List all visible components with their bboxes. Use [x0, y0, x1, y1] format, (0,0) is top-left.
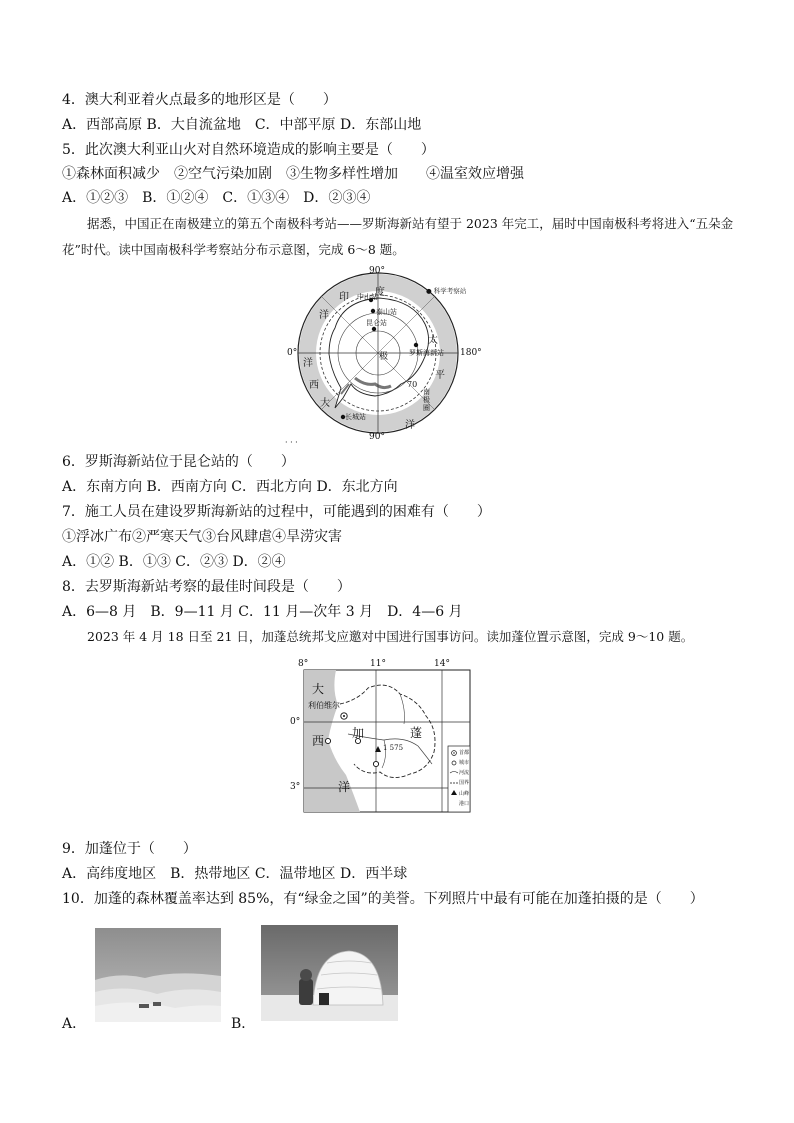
legend-label: 山峰 [459, 791, 470, 797]
q7-items: ①浮冰广布②严寒天气③台风肆虐④旱涝灾害 [62, 529, 342, 545]
q9-options: A．高纬度地区 B．热带地区 C．温带地区 D．西半球 [62, 866, 408, 882]
ocean-char: 太 [428, 335, 438, 346]
lon-label-top: 90° [369, 266, 385, 276]
desert-photo [95, 928, 221, 1022]
passage-gabon: 2023 年 4 月 18 日至 21 日，加蓬总统邦戈应邀对中国进行国事访问。读加蓬位置示意图，完成 9～10 题。 [87, 629, 694, 644]
lon-label-left: 0° [287, 348, 298, 358]
q7-stem: 7．施工人员在建设罗斯海新站的过程中，可能遇到的困难有（ ） [62, 504, 491, 520]
q10-stem: 10．加蓬的森林覆盖率达到 85%，有“绿金之国”的美誉。下列照片中最有可能在加蓬拍摄的是（ ） [62, 891, 704, 907]
ocean-char: 西 [309, 380, 319, 391]
station-label-taishan: 泰山站 [376, 308, 397, 316]
ocean-char: 大 [312, 682, 325, 696]
capital-label: 利伯维尔 [308, 701, 340, 710]
igloo-photo [261, 925, 398, 1021]
latitude-label: 70 [407, 380, 418, 389]
gabon-location-map [288, 660, 474, 815]
photo-b-label: B． [231, 1016, 256, 1032]
ocean-char: 大 [320, 398, 330, 409]
caption-dots: · · · [285, 438, 298, 447]
q4-options: A．西部高原 B．大自流盆地 C．中部平原 D．东部山地 [62, 117, 422, 133]
city-symbol [325, 738, 330, 743]
legend-label: 河流 [459, 770, 470, 776]
q6-options: A．东南方向 B．西南方向 C．西北方向 D．东北方向 [62, 479, 398, 495]
pole-label: 极 [379, 352, 389, 362]
station-label-great-wall: 长城站 [345, 413, 366, 421]
q5-options: A．①②③ B．①②④ C．①③④ D．②③④ [62, 190, 371, 206]
q7-options: A．①② B．①③ C．②③ D．②④ [62, 554, 286, 570]
ocean-char: 印 [339, 292, 349, 303]
ocean-char: 洋 [303, 358, 313, 369]
station-label-ross-sea: 罗斯海新站 [409, 349, 444, 357]
ocean-char: 洋 [338, 780, 351, 794]
ocean-char: 洋 [405, 420, 415, 431]
photo-a-label: A． [62, 1016, 87, 1032]
lon-label-right: 180° [460, 348, 482, 358]
lon-label: 8° [298, 659, 309, 669]
lat-label: 0° [290, 717, 301, 727]
ocean-char: 度 [375, 287, 385, 298]
station-dot [371, 309, 375, 313]
legend-label: 国界 [459, 780, 470, 786]
legend-label: 城市 [459, 760, 470, 766]
ocean-char: 洋 [319, 310, 329, 321]
station-dot [414, 343, 418, 347]
station-label-zhongshan: 中山站 [357, 293, 378, 301]
lon-label: 11° [370, 659, 386, 669]
lon-label-bottom: 90° [369, 432, 385, 442]
lat-label: 3° [290, 782, 301, 792]
antarctic-circle-label: 南极圈 [423, 388, 430, 412]
city-symbol [373, 761, 378, 766]
peak-label: 1 575 [383, 744, 404, 752]
ocean-char: 平 [435, 370, 445, 381]
station-label-kunlun: 昆仑站 [366, 319, 387, 327]
country-char: 蓬 [410, 726, 423, 740]
q4-stem: 4．澳大利亚着火点最多的地形区是（ ） [62, 92, 337, 108]
q9-stem: 9．加蓬位于（ ） [62, 841, 197, 857]
legend-label: 港口 [459, 801, 470, 807]
map-legend: ● 科学考察站 [426, 287, 467, 295]
q8-options: A．6—8 月 B．9—11 月 C．11 月—次年 3 月 D．4—6 月 [62, 604, 463, 620]
lon-label: 14° [434, 659, 450, 669]
q5-items: ①森林面积减少 ②空气污染加剧 ③生物多样性增加 ④温室效应增强 [62, 166, 524, 182]
q5-stem: 5．此次澳大利亚山火对自然环境造成的影响主要是（ ） [62, 142, 435, 158]
passage-antarctic: 据悉，中国正在南极建立的第五个南极科考站——罗斯海新站有望于 2023 年完工，届时中国南极科考将进入“五朵金花”时代。读中国南极科学考察站分布示意图，完成 6～8 题。 [62, 216, 734, 257]
q8-stem: 8．去罗斯海新站考察的最佳时间段是（ ） [62, 579, 351, 595]
ocean-char: 西 [312, 734, 325, 748]
antarctic-station-map [283, 266, 513, 446]
q6-stem: 6．罗斯海新站位于昆仑站的（ ） [62, 454, 295, 470]
legend-label: 首都 [459, 750, 470, 756]
country-char: 加 [352, 726, 365, 740]
